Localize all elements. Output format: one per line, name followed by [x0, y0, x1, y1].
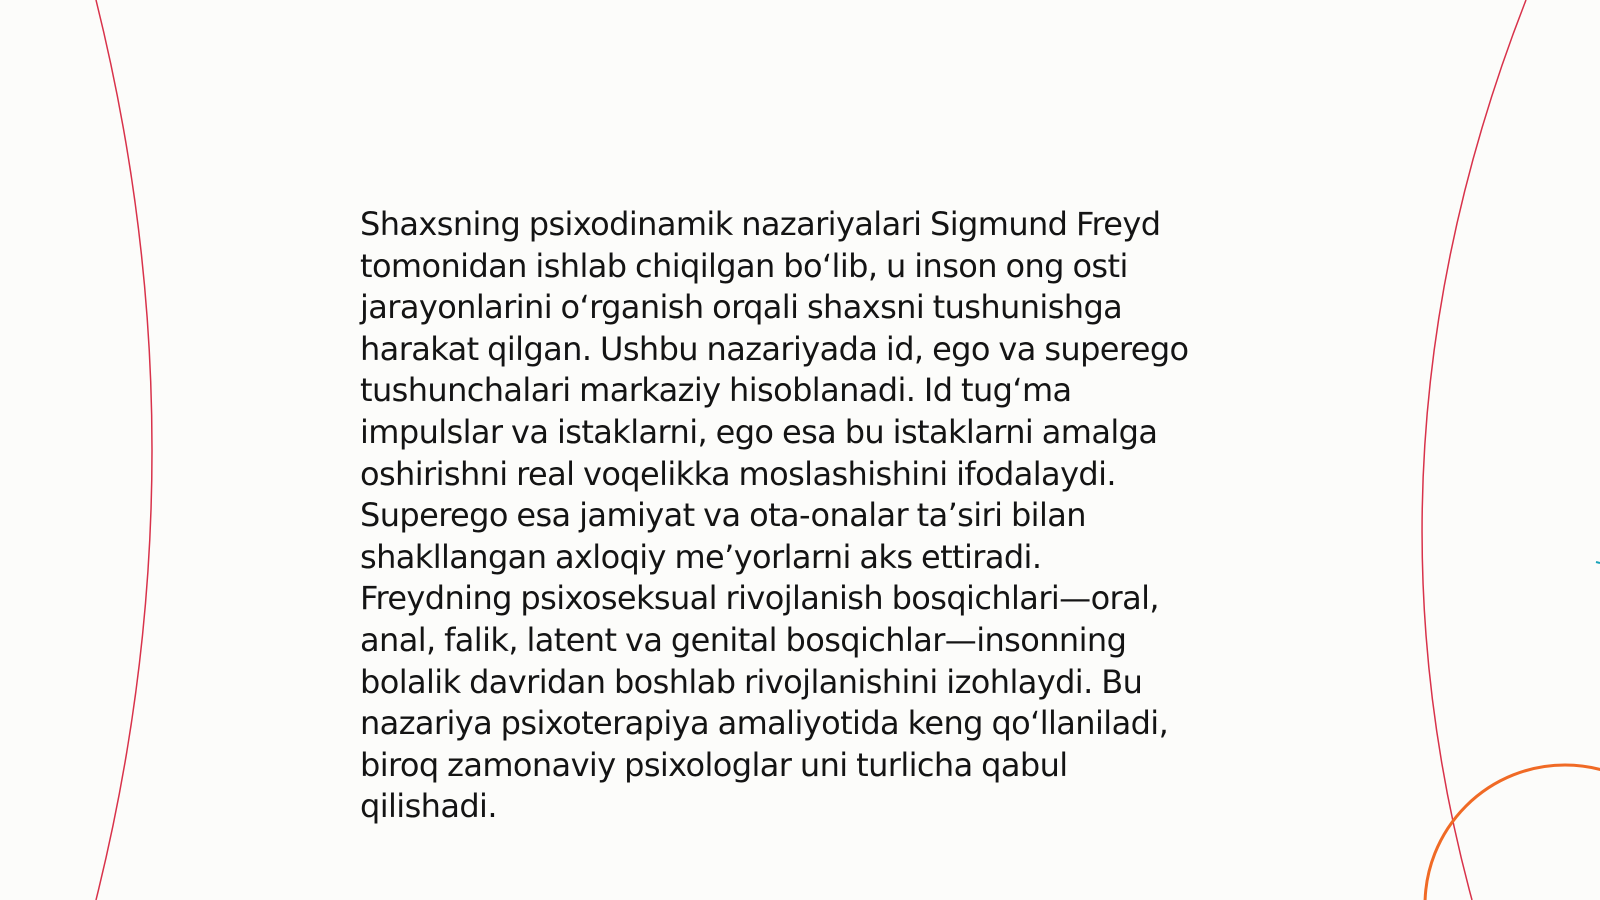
paragraph-line: qilishadi.: [360, 787, 497, 826]
left-curve-line: [96, 0, 152, 900]
paragraph-line: Shaxsning psixodinamik nazariyalari Sigmund Freyd: [360, 205, 1161, 243]
paragraph-line: anal, falik, latent va genital bosqichlar—insonning: [360, 620, 1127, 659]
paragraph-line: Freydning psixoseksual rivojlanish bosqichlari—oral,: [360, 579, 1159, 618]
paragraph-line: Superego esa jamiyat va ota-onalar ta’siri bilan: [360, 496, 1086, 535]
paragraph-line: jarayonlarini o‘rganish orqali shaxsni tushunishga: [360, 288, 1123, 327]
paragraph-line: biroq zamonaviy psixologlar uni turlicha qabul: [360, 745, 1068, 784]
paragraph-line: shakllangan axloqiy me’yorlarni aks ettiradi.: [360, 537, 1042, 576]
paragraph-line: impulslar va istaklarni, ego esa bu istaklarni amalga: [360, 412, 1158, 451]
paragraph-line: tomonidan ishlab chiqilgan bo‘lib, u inson ong osti: [360, 246, 1128, 285]
orange-circle-outline: [1425, 765, 1600, 900]
teal-accent-mark: [1596, 562, 1600, 563]
paragraph-line: tushunchalari markaziy hisoblanadi. Id tug‘ma: [360, 371, 1072, 410]
paragraph-line: harakat qilgan. Ushbu nazariyada id, ego va superego: [360, 329, 1189, 368]
paragraph-line: bolalik davridan boshlab rivojlanishini izohlaydi. Bu: [360, 662, 1143, 701]
right-curve-line: [1422, 0, 1526, 900]
body-paragraph: [360, 204, 1260, 828]
paragraph-line: oshirishni real voqelikka moslashishini ifodalaydi.: [360, 454, 1116, 493]
paragraph-line: nazariya psixoterapiya amaliyotida keng qo‘llaniladi,: [360, 704, 1169, 743]
